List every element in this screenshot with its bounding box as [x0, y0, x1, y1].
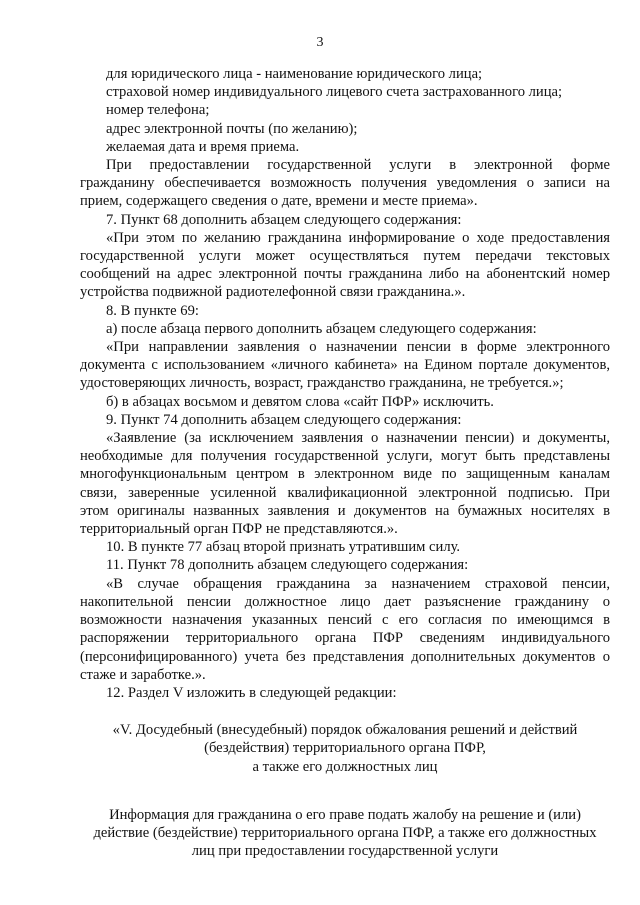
text-line: страховой номер индивидуального лицевого счета застрахованного лица; — [106, 84, 563, 101]
info-heading — [80, 806, 610, 861]
info-heading-line: Информация для гражданина о его праве подать жалобу на решение и (или) — [109, 806, 581, 823]
text-line: «Заявление (за исключением заявления о назначении пенсии) и документы, — [106, 430, 610, 447]
text-line: 12. Раздел V изложить в следующей редакции: — [106, 684, 397, 701]
section-heading-line: а также его должностных лиц — [252, 758, 438, 775]
text-line: необходимые для получения государственной услуги, могут быть представлены — [80, 448, 610, 465]
text-line: «В случае обращения гражданина за назначением страховой пенсии, — [106, 575, 610, 592]
section-heading-line: (бездействия) территориального органа ПФР, — [204, 740, 486, 757]
text-line: 7. Пункт 68 дополнить абзацем следующего содержания: — [106, 211, 462, 228]
info-heading-line: действие (бездействие) территориального органа ПФР, а также его должностных — [93, 824, 597, 841]
text-line: желаемая дата и время приема. — [106, 138, 300, 155]
spacer — [80, 776, 610, 806]
text-line: 10. В пункте 77 абзац второй признать утратившим силу. — [106, 539, 461, 556]
text-line: 11. Пункт 78 дополнить абзацем следующего содержания: — [106, 557, 469, 574]
text-line: распоряжении территориального органа ПФР сведениям индивидуального — [80, 630, 610, 647]
text-line: 8. В пункте 69: — [106, 302, 199, 319]
text-line: адрес электронной почты (по желанию); — [106, 120, 358, 137]
text-line: удостоверяющих личность, возраст, гражданство гражданина, не требуется.»; — [80, 375, 564, 392]
spacer — [80, 702, 610, 721]
text-line: этом оригиналы названных заявления и документов на бумажных носителях в — [80, 502, 610, 519]
text-line: документа с использованием «личного кабинета» на Едином портале документов, — [80, 357, 610, 374]
text-line: связи, заверенные усиленной квалификационной электронной подписью. При — [80, 484, 610, 501]
page-number: 3 — [316, 35, 324, 50]
text-line: а) после абзаца первого дополнить абзацем следующего содержания: — [106, 320, 537, 337]
section-heading — [80, 721, 610, 776]
text-line: сообщений на адрес электронной почты гражданина либо на абонентский номер — [80, 266, 610, 283]
text-line: для юридического лица - наименование юридического лица; — [106, 66, 483, 82]
text-line: номер телефона; — [106, 102, 210, 119]
text-line: территориальный орган ПФР не представляются.». — [80, 521, 398, 538]
text-line: прием, содержащего сведения о дате, времени и месте приема». — [80, 193, 478, 210]
text-line: возможности назначения указанных пенсий с его согласия по имеющимся в — [80, 612, 610, 629]
text-line: стаже и заработке.». — [80, 666, 206, 683]
text-line: 9. Пункт 74 дополнить абзацем следующего содержания: — [106, 411, 462, 428]
text-line: накопительной пенсии должностное лицо дает разъяснение гражданину о — [80, 593, 610, 610]
text-line: «При направлении заявления о назначении пенсии в форме электронного — [106, 339, 610, 356]
section-heading-line: «V. Досудебный (внесудебный) порядок обжалования решений и действий — [112, 722, 578, 739]
text-line: (персонифицированного) учета без представления дополнительных документов о — [80, 648, 610, 665]
text-line: государственной услуги может осуществляться путем передачи текстовых — [80, 248, 610, 265]
text-line: б) в абзацах восьмом и девятом слова «сайт ПФР» исключить. — [106, 393, 494, 410]
text-line: При предоставлении государственной услуги в электронной форме — [106, 157, 610, 174]
info-heading-line: лиц при предоставлении государственной услуги — [191, 843, 499, 860]
body-text — [80, 65, 610, 702]
text-line: многофункциональным центром в электронном виде по защищенным каналам — [80, 466, 610, 483]
text-line: устройства подвижной радиотелефонной связи гражданина.». — [80, 284, 466, 301]
text-line: «При этом по желанию гражданина информирование о ходе предоставления — [106, 229, 610, 246]
text-line: гражданину обеспечивается возможность получения уведомления о записи на — [80, 175, 610, 192]
document-body — [80, 65, 610, 860]
